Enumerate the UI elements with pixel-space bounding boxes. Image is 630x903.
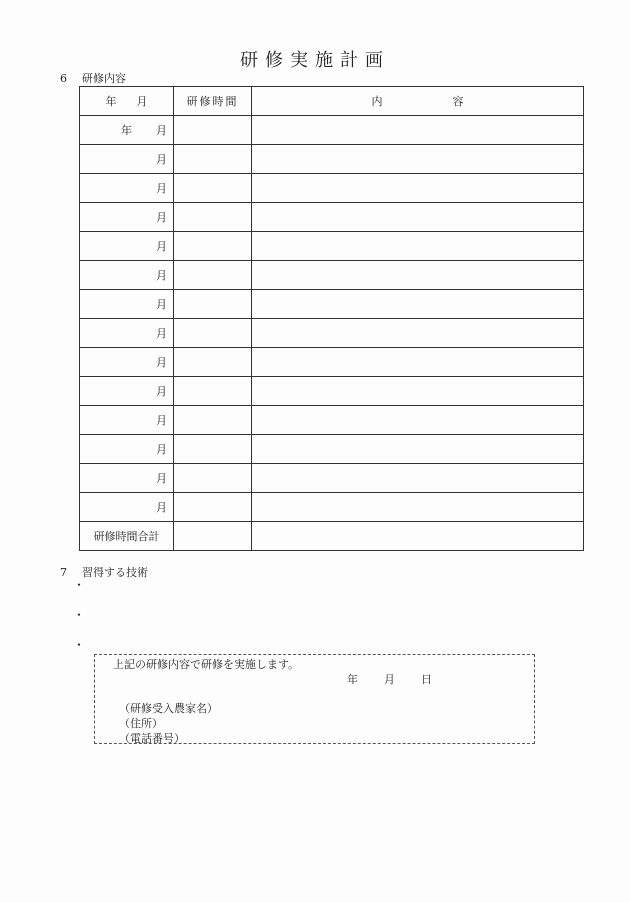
date-month-label: 月: [384, 673, 395, 686]
table-header-row: [80, 87, 584, 116]
month-cell: 月: [80, 261, 174, 290]
table-row: [80, 290, 584, 319]
content-cell[interactable]: [252, 348, 584, 377]
table-row: [80, 203, 584, 232]
host-farm-name-field: （研修受入農家名）: [119, 702, 218, 715]
table-row: [80, 116, 584, 145]
content-cell[interactable]: [252, 174, 584, 203]
hours-cell[interactable]: [174, 145, 252, 174]
header-content-a: 内: [371, 95, 383, 108]
month-cell: 月: [80, 174, 174, 203]
section-7-label: 習得する技術: [82, 566, 148, 579]
content-cell[interactable]: [252, 290, 584, 319]
hours-cell[interactable]: [174, 493, 252, 522]
content-cell[interactable]: [252, 406, 584, 435]
hours-cell[interactable]: [174, 348, 252, 377]
table-row: [80, 348, 584, 377]
hours-cell[interactable]: [174, 319, 252, 348]
month-label: 月: [156, 124, 167, 137]
month-cell: 月: [80, 290, 174, 319]
address-field: （住所）: [119, 717, 163, 730]
section-7-number: 7: [60, 566, 67, 579]
hours-cell[interactable]: [174, 290, 252, 319]
table-row: [80, 435, 584, 464]
bullet-item: ・: [73, 578, 86, 592]
total-label: 研修時間合計: [80, 522, 174, 551]
month-cell: 月: [80, 377, 174, 406]
content-cell[interactable]: [252, 319, 584, 348]
header-month-label: 月: [136, 95, 148, 108]
content-cell[interactable]: [252, 377, 584, 406]
header-content-b: 容: [452, 95, 464, 108]
date-year-label: 年: [347, 673, 358, 686]
section-6-number: 6: [60, 72, 67, 85]
year-month-cell: [80, 116, 174, 145]
month-cell: 月: [80, 319, 174, 348]
table-row: [80, 174, 584, 203]
hours-cell[interactable]: [174, 232, 252, 261]
declaration-date: [347, 671, 432, 687]
date-day-label: 日: [421, 673, 432, 686]
hours-cell[interactable]: [174, 464, 252, 493]
content-cell[interactable]: [252, 464, 584, 493]
content-cell[interactable]: [252, 261, 584, 290]
bullet-item: ・: [73, 608, 86, 622]
bullet-item: ・: [73, 638, 86, 652]
content-cell[interactable]: [252, 435, 584, 464]
total-hours-cell[interactable]: [174, 522, 252, 551]
month-cell: 月: [80, 435, 174, 464]
month-cell: 月: [80, 203, 174, 232]
table-row: [80, 464, 584, 493]
header-content: [252, 87, 584, 116]
hours-cell[interactable]: [174, 174, 252, 203]
content-cell[interactable]: [252, 232, 584, 261]
page-title: 研修実施計画: [240, 50, 390, 71]
table-row: [80, 232, 584, 261]
header-year-label: 年: [105, 95, 117, 108]
table-row: [80, 377, 584, 406]
hours-cell[interactable]: [174, 261, 252, 290]
hours-cell[interactable]: [174, 435, 252, 464]
total-content-cell[interactable]: [252, 522, 584, 551]
declaration-box: [94, 654, 535, 744]
header-year-month: [80, 87, 174, 116]
hours-cell[interactable]: [174, 406, 252, 435]
table-row: [80, 261, 584, 290]
month-cell: 月: [80, 232, 174, 261]
month-cell: 月: [80, 464, 174, 493]
month-cell: 月: [80, 348, 174, 377]
section-6-label: 研修内容: [82, 72, 126, 85]
table-row: [80, 493, 584, 522]
table-row: [80, 319, 584, 348]
training-plan-table: [79, 86, 584, 551]
table-row: [80, 406, 584, 435]
content-cell[interactable]: [252, 493, 584, 522]
hours-cell[interactable]: [174, 377, 252, 406]
month-cell: 月: [80, 493, 174, 522]
hours-cell[interactable]: [174, 116, 252, 145]
header-hours: 研修時間: [174, 87, 252, 116]
month-cell: 月: [80, 406, 174, 435]
hours-cell[interactable]: [174, 203, 252, 232]
phone-number-field: （電話番号）: [119, 732, 185, 745]
content-cell[interactable]: [252, 116, 584, 145]
declaration-text: 上記の研修内容で研修を実施します。: [113, 658, 300, 671]
month-cell: 月: [80, 145, 174, 174]
content-cell[interactable]: [252, 203, 584, 232]
table-row: [80, 145, 584, 174]
section-6-heading: [60, 70, 126, 86]
year-label: 年: [121, 124, 132, 137]
total-row: [80, 522, 584, 551]
content-cell[interactable]: [252, 145, 584, 174]
